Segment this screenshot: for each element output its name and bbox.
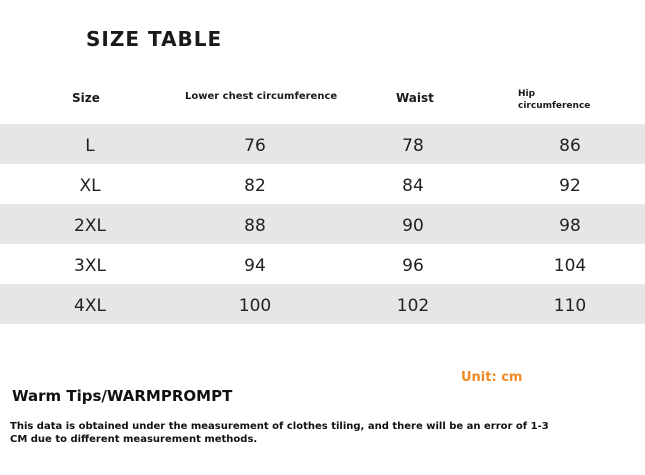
cell-chest: 82 — [244, 176, 266, 196]
cell-size: 4XL — [74, 296, 106, 316]
size-table-body — [0, 124, 645, 324]
cell-size: L — [85, 136, 95, 156]
cell-size: 3XL — [74, 256, 106, 276]
column-header-hip — [518, 88, 598, 112]
table-row — [0, 244, 645, 284]
page-title: SIZE TABLE — [86, 27, 223, 51]
unit-label: Unit: cm — [461, 370, 523, 385]
table-row — [0, 124, 645, 164]
cell-waist: 102 — [396, 296, 430, 316]
cell-hip: 86 — [559, 136, 581, 156]
tips-text: This data is obtained under the measurement of clothes tiling, and there will be an error of 1-3 CM due to different measurement methods. — [10, 421, 549, 445]
cell-chest: 76 — [244, 136, 266, 156]
column-header-chest: Lower chest circumference — [185, 91, 338, 102]
column-header-hip-line2: circumference — [518, 101, 591, 111]
cell-size: XL — [79, 176, 101, 196]
table-row — [0, 284, 645, 324]
table-row — [0, 164, 645, 204]
column-header-waist: Waist — [396, 91, 434, 105]
table-row — [0, 204, 645, 244]
tips-title: Warm Tips/WARMPROMPT — [12, 387, 233, 405]
cell-waist: 96 — [402, 256, 424, 276]
cell-hip: 104 — [553, 256, 587, 276]
column-header-hip-line1: Hip — [518, 89, 536, 99]
cell-hip: 98 — [559, 216, 581, 236]
cell-hip: 92 — [559, 176, 581, 196]
cell-waist: 84 — [402, 176, 424, 196]
cell-waist: 78 — [402, 136, 424, 156]
column-header-size: Size — [72, 91, 100, 105]
cell-chest: 100 — [238, 296, 272, 316]
cell-chest: 94 — [244, 256, 266, 276]
table-header — [0, 82, 645, 124]
cell-size: 2XL — [74, 216, 106, 236]
cell-waist: 90 — [402, 216, 424, 236]
cell-hip: 110 — [553, 296, 587, 316]
cell-chest: 88 — [244, 216, 266, 236]
